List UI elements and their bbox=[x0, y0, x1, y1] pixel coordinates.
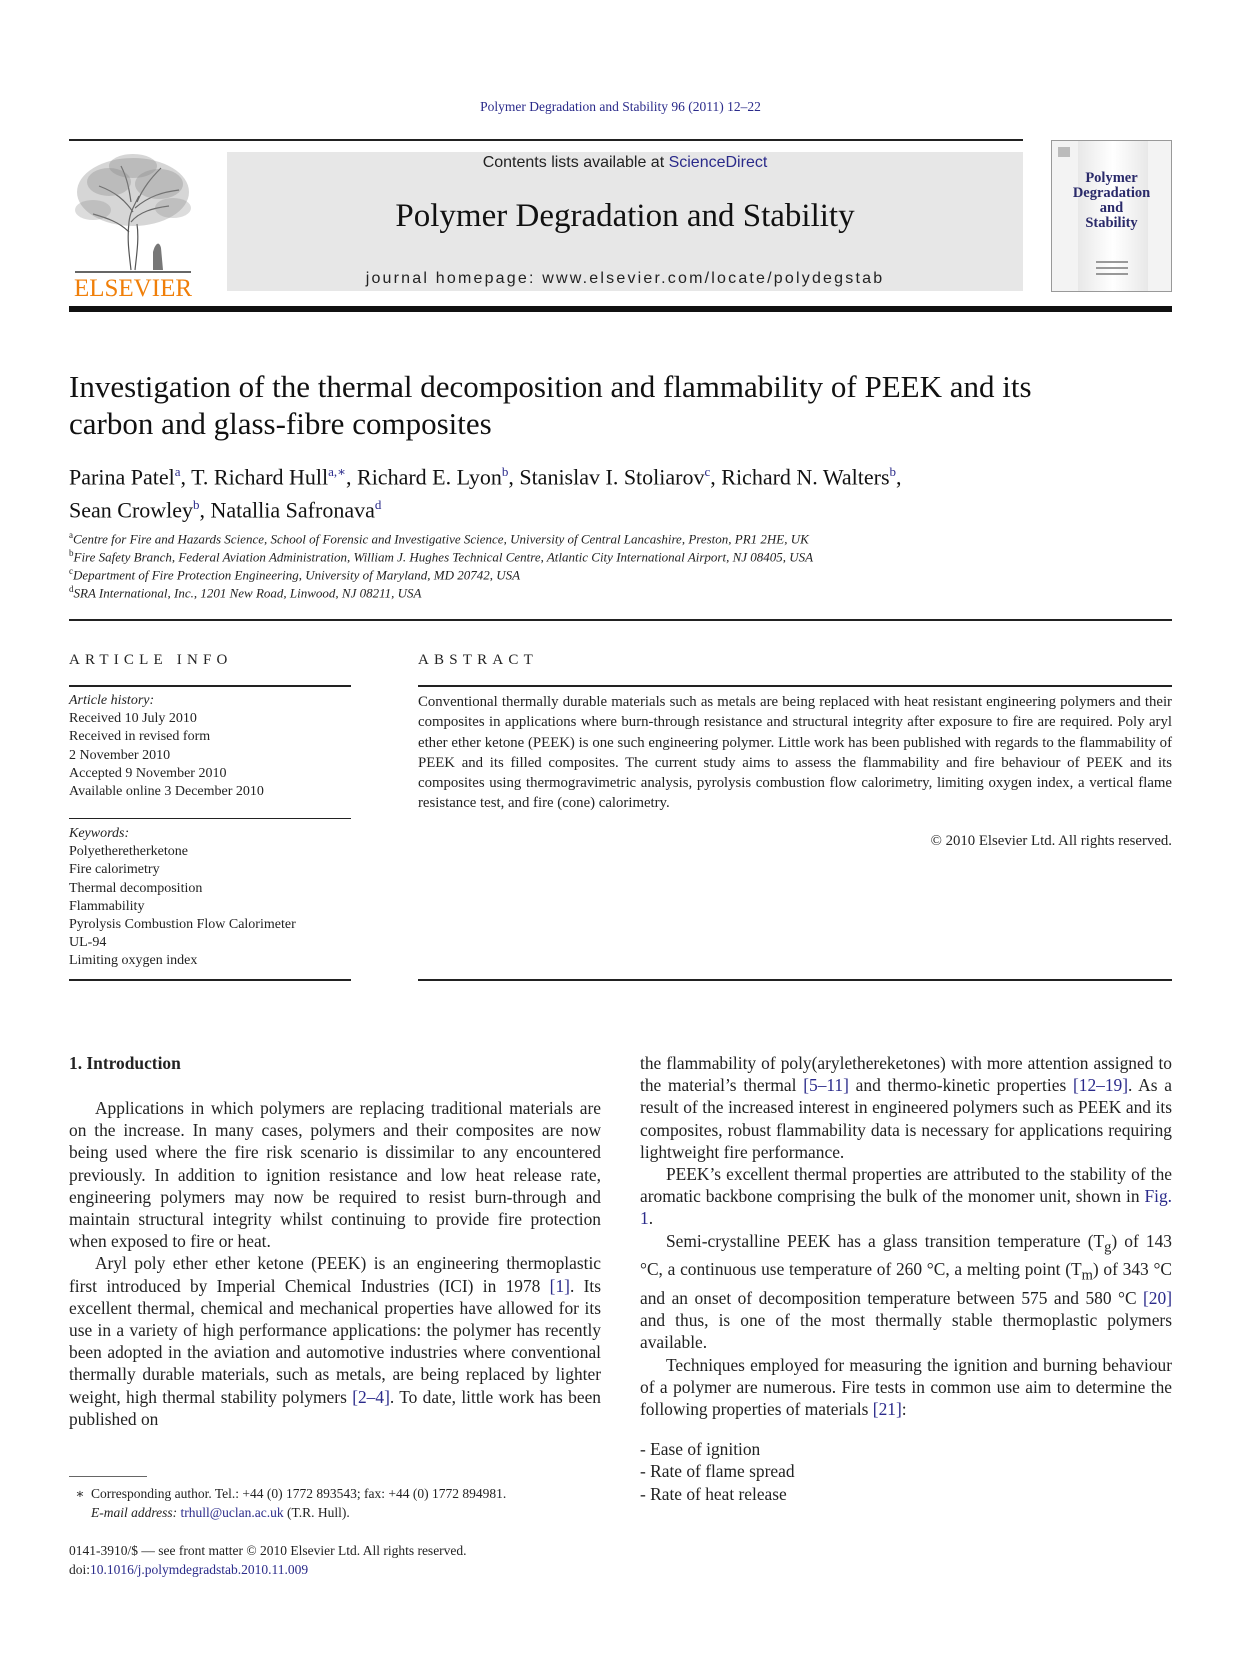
affiliation bbox=[69, 548, 1179, 565]
paragraph: Applications in which polymers are replacing traditional materials are on the increase. In many cases, polymers and their composites are now being used where the fire risk scenario is dissimilar to any encountered previously. In addition to ignition resistance and low heat release rate, engineering polymers may now be required to resist burn-through and maintain structural integrity whilst continuing to provide fire protection when exposed to fire or heat. bbox=[69, 1098, 601, 1252]
paragraph bbox=[640, 1230, 1172, 1354]
citation-link[interactable]: [1] bbox=[549, 1275, 570, 1296]
history-item: Received 10 July 2010 bbox=[69, 711, 197, 727]
text-run: Techniques employed for measuring the ignition and burning behaviour of a polymer are numerous. Fire tests in common use aim to determine the following properties of materials bbox=[640, 1354, 1172, 1419]
journal-title: Polymer Degradation and Stability bbox=[395, 198, 855, 234]
author-name: Sean Crowley bbox=[69, 497, 194, 523]
affiliation-text: Department of Fire Protection Engineering, University of Maryland, MD 20742, USA bbox=[73, 567, 521, 583]
journal-reference-link[interactable]: Polymer Degradation and Stability 96 (2011) 12–22 bbox=[480, 99, 761, 114]
keyword: UL-94 bbox=[69, 935, 107, 951]
affiliation-mark: c bbox=[69, 566, 73, 576]
footnote-text: Corresponding author. Tel.: +44 (0) 1772 893543; fax: +44 (0) 1772 894981. bbox=[91, 1486, 507, 1501]
history-item: Available online 3 December 2010 bbox=[69, 784, 264, 800]
affiliation-text: SRA International, Inc., 1201 New Road, Linwood, NJ 08211, USA bbox=[73, 585, 422, 601]
section-heading-introduction: 1. Introduction bbox=[69, 1053, 181, 1073]
abstract-text: Conventional thermally durable materials such as metals are being replaced with heat resistant engineering polymers and their composites in applications where burn-through resistance and structural integrity after exposure to fire are required. Poly aryl ether ether ketone (PEEK) is one such engineering polymer. Little work has been published with regards to the flammability of PEEK and its filled composites. The current study aims to assess the flammability and fire behaviour of PEEK and its composites using thermogravimetric analysis, pyrolysis combustion flow calorimetry, limiting oxygen index, a vertical flame resistance test, and fire (cone) calorimetry. bbox=[418, 694, 1172, 812]
affiliation bbox=[69, 530, 1179, 547]
text-run: . As a result of the increased interest in engineered polymers such as PEEK and its composites, robust flammability data is necessary for applications requiring lightweight fire performance. bbox=[640, 1075, 1172, 1162]
text-run: ) of 343 °C and an onset of decomposition temperature between 575 and 580 °C bbox=[640, 1259, 1172, 1308]
text-run: the flammability of poly(arylethereketones) with more attention assigned to the material’s thermal bbox=[640, 1053, 1172, 1096]
paragraph bbox=[69, 1252, 601, 1430]
journal-banner bbox=[227, 152, 1023, 291]
author-affiliation-mark[interactable]: b bbox=[889, 464, 897, 479]
cover-decoration bbox=[1096, 261, 1128, 263]
affiliation-text: Centre for Fire and Hazards Science, School of Forensic and Investigative Science, University of Central Lancashire, Preston, PR1 2HE, UK bbox=[73, 531, 809, 547]
text-run: PEEK’s excellent thermal properties are attributed to the stability of the aromatic backbone comprising the bulk of the monomer unit, shown in bbox=[640, 1164, 1172, 1207]
list-item: - Rate of heat release bbox=[640, 1483, 787, 1504]
cover-decoration bbox=[1096, 273, 1128, 275]
author-name: T. Richard Hull bbox=[191, 464, 329, 490]
history-item: 2 November 2010 bbox=[69, 747, 171, 763]
author-affiliation-mark[interactable]: c bbox=[704, 464, 711, 479]
contents-prefix: Contents lists available at bbox=[482, 154, 669, 171]
list-item: - Rate of flame spread bbox=[640, 1461, 795, 1482]
text-run: . bbox=[648, 1208, 654, 1229]
affiliation bbox=[69, 584, 1179, 601]
sciencedirect-link[interactable]: ScienceDirect bbox=[668, 154, 768, 171]
paragraph bbox=[640, 1354, 1172, 1421]
abstract-copyright: © 2010 Elsevier Ltd. All rights reserved. bbox=[930, 833, 1172, 849]
journal-homepage-link[interactable]: journal homepage: www.elsevier.com/locate/polydegstab bbox=[365, 270, 885, 287]
keyword: Polyetheretherketone bbox=[69, 844, 188, 860]
body-right-column bbox=[640, 1052, 1172, 1505]
author-affiliation-mark[interactable]: b bbox=[193, 497, 200, 513]
affiliation-text: Fire Safety Branch, Federal Aviation Administration, William J. Hughes Technical Centre, Atlantic City International Airport, NJ 08405, USA bbox=[73, 549, 814, 565]
subscript: m bbox=[1081, 1267, 1093, 1284]
paragraph bbox=[640, 1163, 1172, 1230]
author-name: Stanislav I. Stoliarov bbox=[519, 464, 705, 490]
article-info-rule bbox=[69, 685, 351, 687]
paper-title bbox=[69, 368, 1179, 442]
elsevier-logo[interactable] bbox=[69, 152, 197, 300]
abstract-bottom-rule bbox=[418, 979, 1172, 981]
author-affiliation-mark[interactable]: d bbox=[374, 497, 382, 513]
elsevier-tree-icon bbox=[69, 152, 197, 300]
cover-decoration bbox=[1096, 267, 1128, 269]
doi-link[interactable]: 10.1016/j.polymdegradstab.2010.11.009 bbox=[90, 1562, 309, 1577]
keyword: Flammability bbox=[69, 898, 145, 914]
author-affiliation-mark[interactable]: a,∗ bbox=[328, 464, 347, 479]
article-info-bottom-rule bbox=[69, 979, 351, 981]
footnote-mark: ∗ bbox=[75, 1486, 85, 1501]
article-info-heading: ARTICLE INFO bbox=[69, 652, 233, 668]
affiliation bbox=[69, 566, 1179, 583]
cover-title-line: Degradation bbox=[1072, 185, 1151, 201]
email-label: E-mail address: bbox=[91, 1505, 181, 1520]
header-rule bbox=[69, 139, 1023, 141]
history-item: Received in revised form bbox=[69, 729, 211, 745]
abstract-rule bbox=[418, 685, 1172, 687]
journal-cover-thumbnail[interactable] bbox=[1051, 140, 1172, 292]
author-name: Richard E. Lyon bbox=[357, 464, 502, 490]
author-affiliation-mark[interactable]: a bbox=[174, 464, 181, 479]
keywords-label: Keywords: bbox=[69, 826, 130, 841]
history-label: Article history: bbox=[69, 693, 155, 708]
elsevier-wordmark: ELSEVIER bbox=[73, 275, 193, 300]
cover-title-line: Stability bbox=[1085, 215, 1138, 231]
text-run: Semi-crystalline PEEK has a glass transition temperature (T bbox=[666, 1230, 1105, 1251]
paper-title-line: Investigation of the thermal decomposition and flammability of PEEK and its bbox=[69, 369, 1032, 404]
corresponding-author-footnote bbox=[69, 1484, 609, 1503]
author-name: Parina Patel bbox=[69, 464, 175, 490]
author-name: Natallia Safronava bbox=[210, 497, 375, 523]
email-suffix: (T.R. Hull). bbox=[283, 1505, 350, 1520]
contents-line bbox=[227, 154, 1023, 172]
author-name: Richard N. Walters bbox=[721, 464, 890, 490]
cover-title-line: and bbox=[1099, 200, 1124, 216]
keywords bbox=[69, 825, 359, 971]
author-list: Parina Patel$^a$, T. Richard Hull$^{a,∗}$, Richard E. Lyon$^b$, Stanislav I. Stoliarov$^c$, Richard N. Walters$^b$, Sean Crowley$^b$, Natallia Safronava$^d$ bbox=[69, 464, 902, 523]
keyword: Fire calorimetry bbox=[69, 862, 160, 878]
text-run: . To date, little work has been published on bbox=[69, 1386, 601, 1429]
text-run: and thus, is one of the most thermally stable thermoplastic polymers available. bbox=[640, 1310, 1172, 1353]
paper-title-line: carbon and glass-fibre composites bbox=[69, 406, 492, 441]
paragraph bbox=[640, 1052, 1172, 1163]
affiliation-mark: a bbox=[69, 530, 73, 540]
section-rule bbox=[69, 619, 1172, 621]
email-footnote bbox=[69, 1503, 631, 1522]
property-list bbox=[640, 1438, 1172, 1505]
cover-publisher-mark bbox=[1058, 147, 1070, 157]
subscript: g bbox=[1104, 1239, 1112, 1256]
issn-line: 0141-3910/$ — see front matter © 2010 Elsevier Ltd. All rights reserved. bbox=[69, 1543, 467, 1558]
affiliation-mark: d bbox=[69, 584, 74, 594]
text-run: Aryl poly ether ether ketone (PEEK) is an engineering thermoplastic first introduced by Imperial Chemical Industries (ICI) in 1978 bbox=[69, 1253, 601, 1296]
email-link[interactable]: trhull@uclan.ac.uk bbox=[180, 1505, 284, 1520]
keyword: Limiting oxygen index bbox=[69, 953, 198, 969]
footnote-rule bbox=[69, 1476, 147, 1477]
citation-link[interactable]: [12–19] bbox=[1072, 1075, 1129, 1096]
citation-link[interactable]: [21] bbox=[872, 1398, 902, 1419]
cover-title-line: Polymer bbox=[1085, 170, 1138, 186]
abstract-heading: ABSTRACT bbox=[418, 652, 538, 668]
author-affiliation-mark[interactable]: b bbox=[501, 464, 509, 479]
body-left-column bbox=[69, 1097, 601, 1430]
keywords-rule bbox=[69, 818, 351, 819]
doi-line bbox=[69, 1560, 609, 1579]
text-run: ) of 143 °C, a continuous use temperature of 260 °C, a melting point (T bbox=[640, 1230, 1172, 1280]
affiliation-mark: b bbox=[69, 548, 74, 558]
text-run: and thermo-kinetic properties bbox=[848, 1075, 1073, 1096]
keyword: Pyrolysis Combustion Flow Calorimeter bbox=[69, 917, 296, 933]
keyword: Thermal decomposition bbox=[69, 880, 203, 896]
citation-link[interactable]: [20] bbox=[1143, 1287, 1172, 1308]
article-history bbox=[69, 692, 359, 801]
header-thick-rule bbox=[69, 306, 1172, 312]
citation-link[interactable]: [5–11] bbox=[803, 1075, 849, 1096]
text-run: : bbox=[901, 1398, 907, 1419]
doi-label: doi: bbox=[69, 1562, 91, 1577]
list-item: - Ease of ignition bbox=[640, 1439, 761, 1460]
citation-link[interactable]: [2–4] bbox=[352, 1386, 390, 1407]
cover-title bbox=[1052, 171, 1171, 231]
history-item: Accepted 9 November 2010 bbox=[69, 765, 227, 781]
text-run: . Its excellent thermal, chemical and mechanical properties have allowed for its use in a variety of high performance applications: the polymer has recently been adopted in the aviation and automotive industries where conventional thermally durable materials, such as metals, are being replaced by lighter weight, high thermal stability polymers bbox=[69, 1275, 601, 1407]
figure-link[interactable]: Fig. 1 bbox=[640, 1186, 1172, 1229]
